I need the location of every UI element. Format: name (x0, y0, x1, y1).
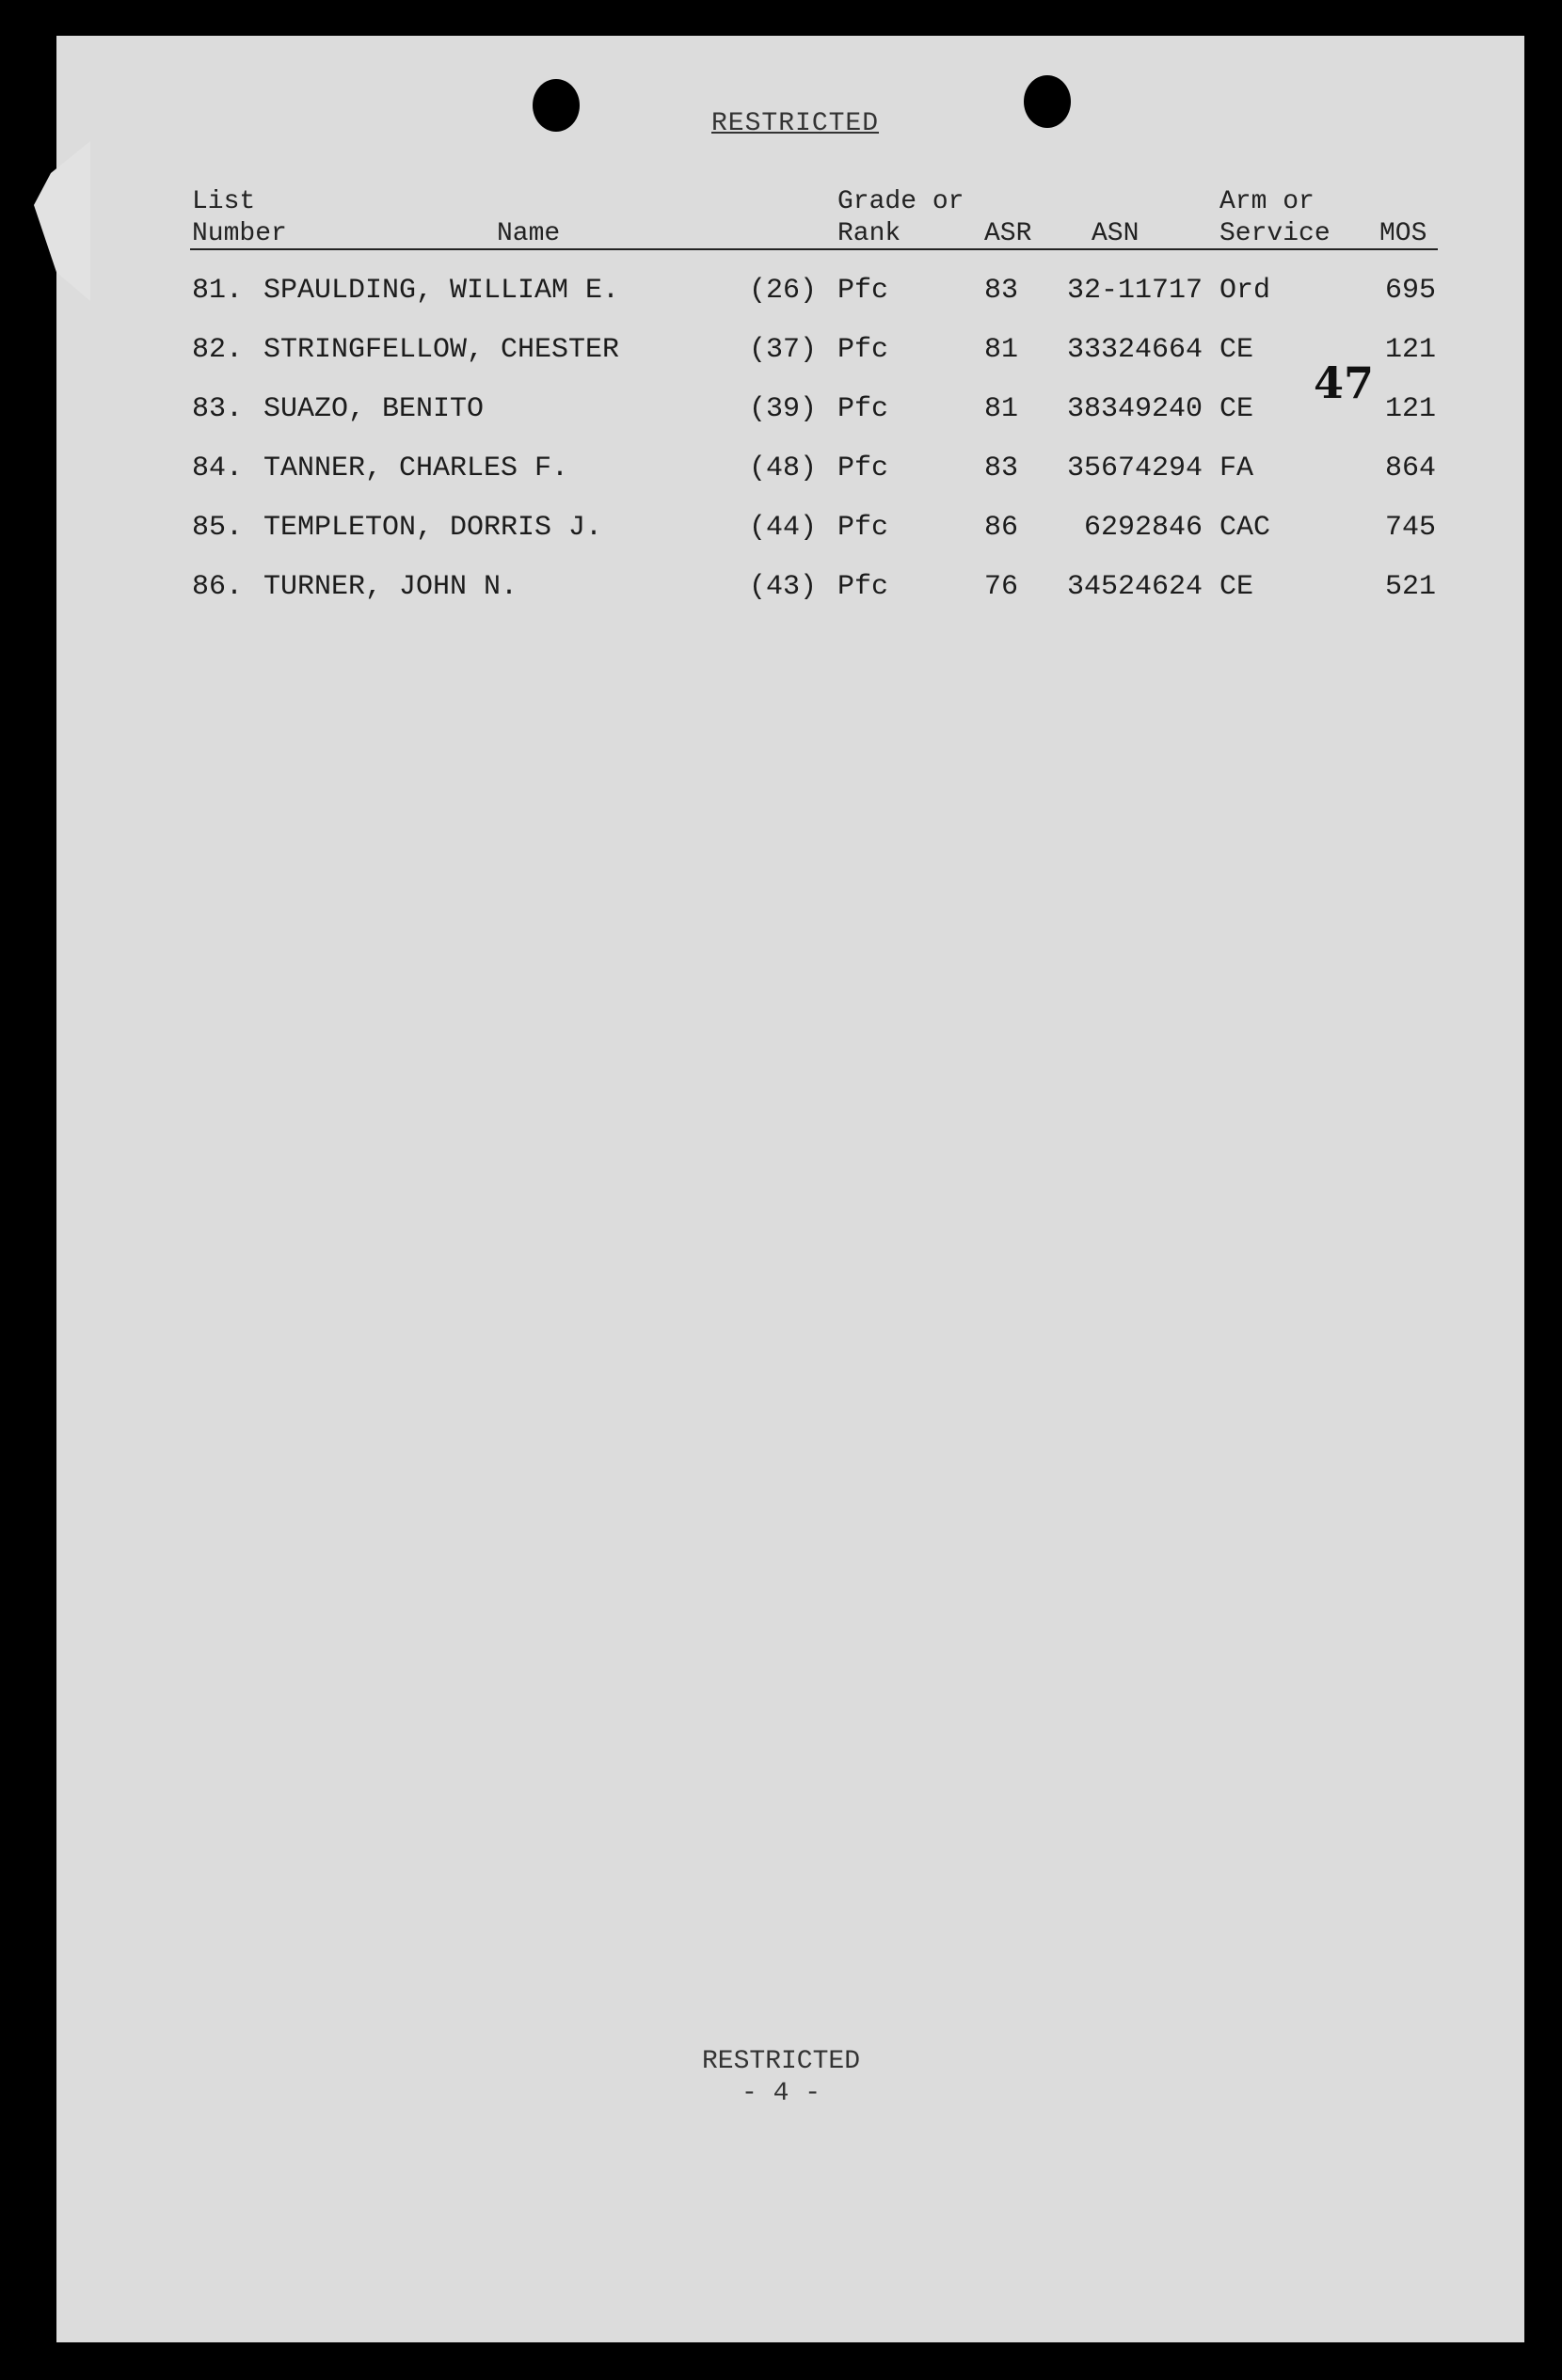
row-asn: 6292846 (1083, 512, 1203, 544)
row-number: 84. (192, 452, 244, 484)
row-service: Ord (1219, 275, 1271, 307)
list-number-header-line2: Number (192, 219, 287, 248)
row-service: FA (1219, 452, 1254, 484)
row-asr: 86 (983, 512, 1018, 544)
row-name: STRINGFELLOW, CHESTER (263, 334, 620, 366)
row-sequence: (48) (749, 452, 818, 484)
row-asn: 35674294 (1066, 452, 1203, 484)
row-sequence: (26) (749, 275, 818, 307)
row-sequence: (39) (749, 393, 818, 425)
grade-header-line2: Rank (837, 219, 901, 248)
restricted-header: RESTRICTED (711, 109, 880, 138)
grade-header-line1: Grade or (837, 187, 964, 216)
column-header-asn: ASN (1092, 219, 1140, 248)
row-name: TURNER, JOHN N. (263, 571, 518, 603)
row-asr: 83 (983, 452, 1018, 484)
row-number: 83. (192, 393, 244, 425)
column-header-arm-or-service (1219, 186, 1331, 250)
restricted-footer: RESTRICTED (701, 2047, 861, 2076)
row-asr: 83 (983, 275, 1018, 307)
header-rule (190, 248, 1438, 250)
row-rank: Pfc (837, 275, 889, 307)
row-name: TANNER, CHARLES F. (263, 452, 569, 484)
row-asr: 81 (983, 393, 1018, 425)
row-sequence: (44) (749, 512, 818, 544)
punch-hole-right (1024, 75, 1071, 128)
arm-header-line2: Service (1219, 219, 1331, 248)
row-service: CAC (1219, 512, 1271, 544)
row-mos: 695 (1384, 275, 1436, 307)
column-header-list-number (192, 186, 287, 250)
row-rank: Pfc (837, 512, 889, 544)
column-header-asr: ASR (984, 219, 1032, 248)
row-service: CE (1219, 334, 1254, 366)
row-service: CE (1219, 571, 1254, 603)
page-number: - 4 - (741, 2079, 821, 2108)
row-mos: 121 (1384, 334, 1436, 366)
document-page (56, 36, 1524, 2342)
row-mos: 521 (1384, 571, 1436, 603)
row-number: 81. (192, 275, 244, 307)
column-header-name: Name (497, 219, 561, 248)
row-number: 82. (192, 334, 244, 366)
row-asr: 81 (983, 334, 1018, 366)
row-name: TEMPLETON, DORRIS J. (263, 512, 603, 544)
row-asn: 33324664 (1066, 334, 1203, 366)
row-rank: Pfc (837, 334, 889, 366)
row-asr: 76 (983, 571, 1018, 603)
column-header-mos: MOS (1379, 219, 1427, 248)
row-sequence: (37) (749, 334, 818, 366)
row-rank: Pfc (837, 452, 889, 484)
row-mos: 121 (1384, 393, 1436, 425)
row-mos: 745 (1384, 512, 1436, 544)
stamped-page-number: 47 (1314, 357, 1375, 408)
punch-hole-left (533, 79, 580, 132)
row-name: SUAZO, BENITO (263, 393, 485, 425)
row-service: CE (1219, 393, 1254, 425)
row-sequence: (43) (749, 571, 818, 603)
arm-header-line1: Arm or (1219, 187, 1315, 216)
row-number: 86. (192, 571, 244, 603)
row-asn: 38349240 (1066, 393, 1203, 425)
row-name: SPAULDING, WILLIAM E. (263, 275, 620, 307)
list-number-header-line1: List (192, 187, 256, 216)
row-asn: 34524624 (1066, 571, 1203, 603)
row-mos: 864 (1384, 452, 1436, 484)
row-asn: 32-11717 (1066, 275, 1203, 307)
row-number: 85. (192, 512, 244, 544)
column-header-grade (837, 186, 964, 250)
row-rank: Pfc (837, 571, 889, 603)
row-rank: Pfc (837, 393, 889, 425)
